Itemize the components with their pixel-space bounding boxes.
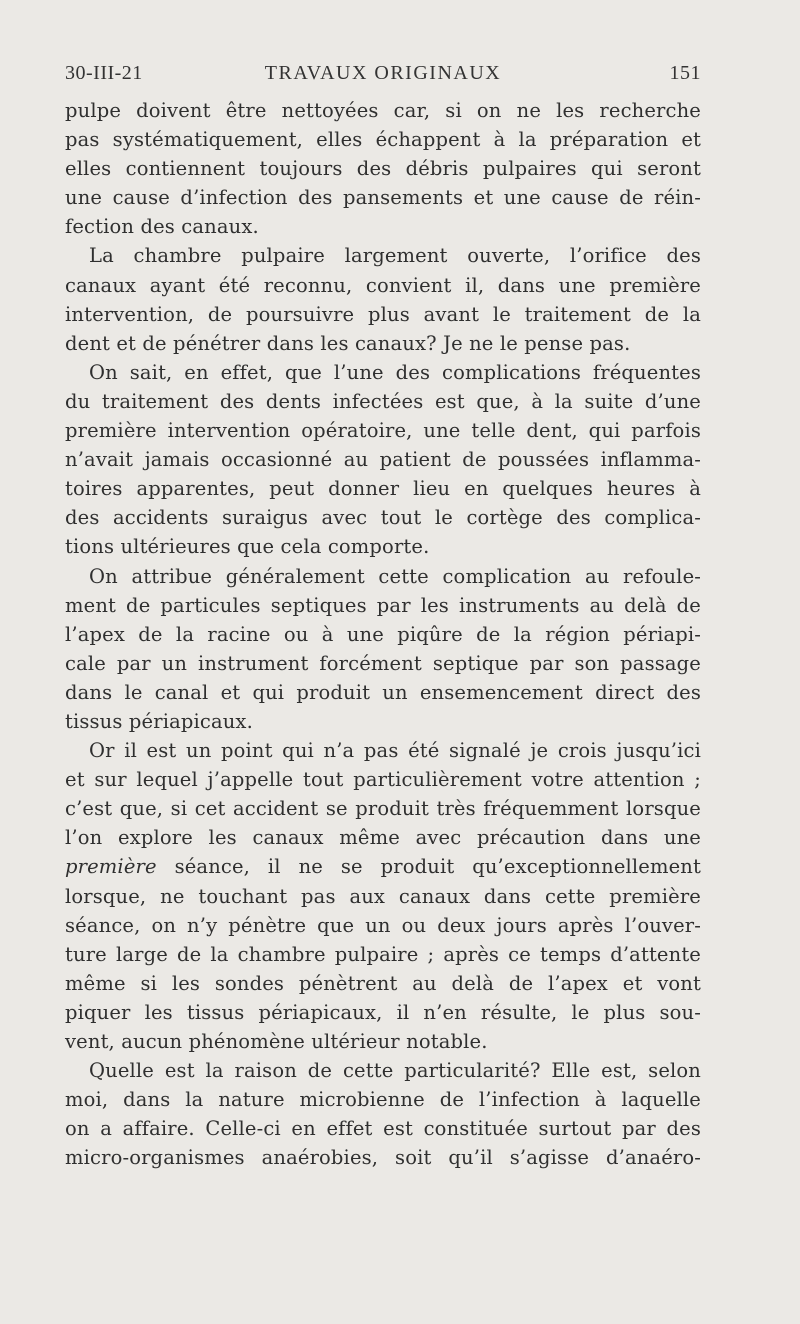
text-line: pas systématiquement, elles échappent à la préparation et: [65, 128, 701, 152]
page-number: 151: [669, 62, 701, 84]
text-line: Or il est un point qui n’a pas été signalé je crois jusqu’ici: [89, 739, 701, 763]
text-line: des accidents suraigus avec tout le cortège des complica-: [65, 506, 701, 530]
emphasis-text: première: [65, 855, 157, 879]
running-header: [65, 62, 701, 92]
text-line: canaux ayant été reconnu, convient il, dans une première: [65, 273, 701, 297]
text-line: pulpe doivent être nettoyées car, si on ne les recherche: [65, 99, 701, 122]
text-line: ment de particules septiques par les instruments au delà de: [65, 593, 701, 617]
text-line: l’on explore les canaux même avec précaution dans une: [65, 826, 701, 850]
text-line: piquer les tissus périapicaux, il n’en résulte, le plus sou-: [65, 1000, 701, 1024]
text-line: moi, dans la nature microbienne de l’infection à laquelle: [65, 1088, 701, 1112]
text-line: première intervention opératoire, une telle dent, qui parfois: [65, 419, 701, 443]
text-line: séance, on n’y pénètre que un ou deux jours après l’ouver-: [65, 913, 701, 937]
text-line: intervention, de poursuivre plus avant le traitement de la: [65, 302, 701, 326]
text-line: et sur lequel j’appelle tout particulièrement votre attention ;: [65, 768, 701, 792]
text-line: fection des canaux.: [65, 215, 259, 239]
text-line: On sait, en effet, que l’une des complications fréquentes: [89, 360, 701, 384]
header-title: TRAVAUX ORIGINAUX: [264, 62, 502, 84]
text-line: cale par un instrument forcément septique par son passage: [65, 651, 701, 675]
text-line: tions ultérieures que cela comporte.: [65, 535, 430, 559]
text-line: c’est que, si cet accident se produit très fréquemment lorsque: [65, 797, 701, 821]
text-line: vent, aucun phénomène ultérieur notable.: [65, 1030, 488, 1053]
text-line: même si les sondes pénètrent au delà de l’apex et vont: [65, 971, 701, 995]
text-line: dent et de pénétrer dans les canaux? Je ne le pense pas.: [65, 331, 631, 355]
text-line: première séance, il ne se produit qu’exceptionnellement: [65, 855, 701, 879]
text-line: toires apparentes, peut donner lieu en quelques heures à: [65, 477, 701, 501]
text-line: elles contiennent toujours des débris pulpaires qui seront: [65, 157, 701, 181]
text-line: l’apex de la racine ou à une piqûre de la région périapi-: [65, 622, 701, 646]
text-line: on a affaire. Celle-ci en effet est constituée surtout par des: [65, 1117, 701, 1141]
text-line: Quelle est la raison de cette particularité? Elle est, selon: [89, 1059, 701, 1083]
text-line: lorsque, ne touchant pas aux canaux dans cette première: [65, 884, 701, 908]
header-date: 30-III-21: [65, 62, 143, 84]
text-line: tissus périapicaux.: [65, 709, 253, 733]
text-line: La chambre pulpaire largement ouverte, l’orifice des: [89, 244, 701, 268]
text-line: n’avait jamais occasionné au patient de poussées inflamma-: [65, 448, 701, 472]
text-line: On attribue généralement cette complication au refoule-: [89, 564, 701, 588]
body-text: [65, 96, 701, 1172]
text-line: micro-organismes anaérobies, soit qu’il s’agisse d’anaéro-: [65, 1146, 701, 1170]
text-line: ture large de la chambre pulpaire ; après ce temps d’attente: [65, 942, 701, 966]
text-line: une cause d’infection des pansements et une cause de réin-: [65, 186, 701, 210]
text-line: dans le canal et qui produit un ensemencement direct des: [65, 680, 701, 704]
text-line: du traitement des dents infectées est que, à la suite d’une: [65, 389, 701, 413]
